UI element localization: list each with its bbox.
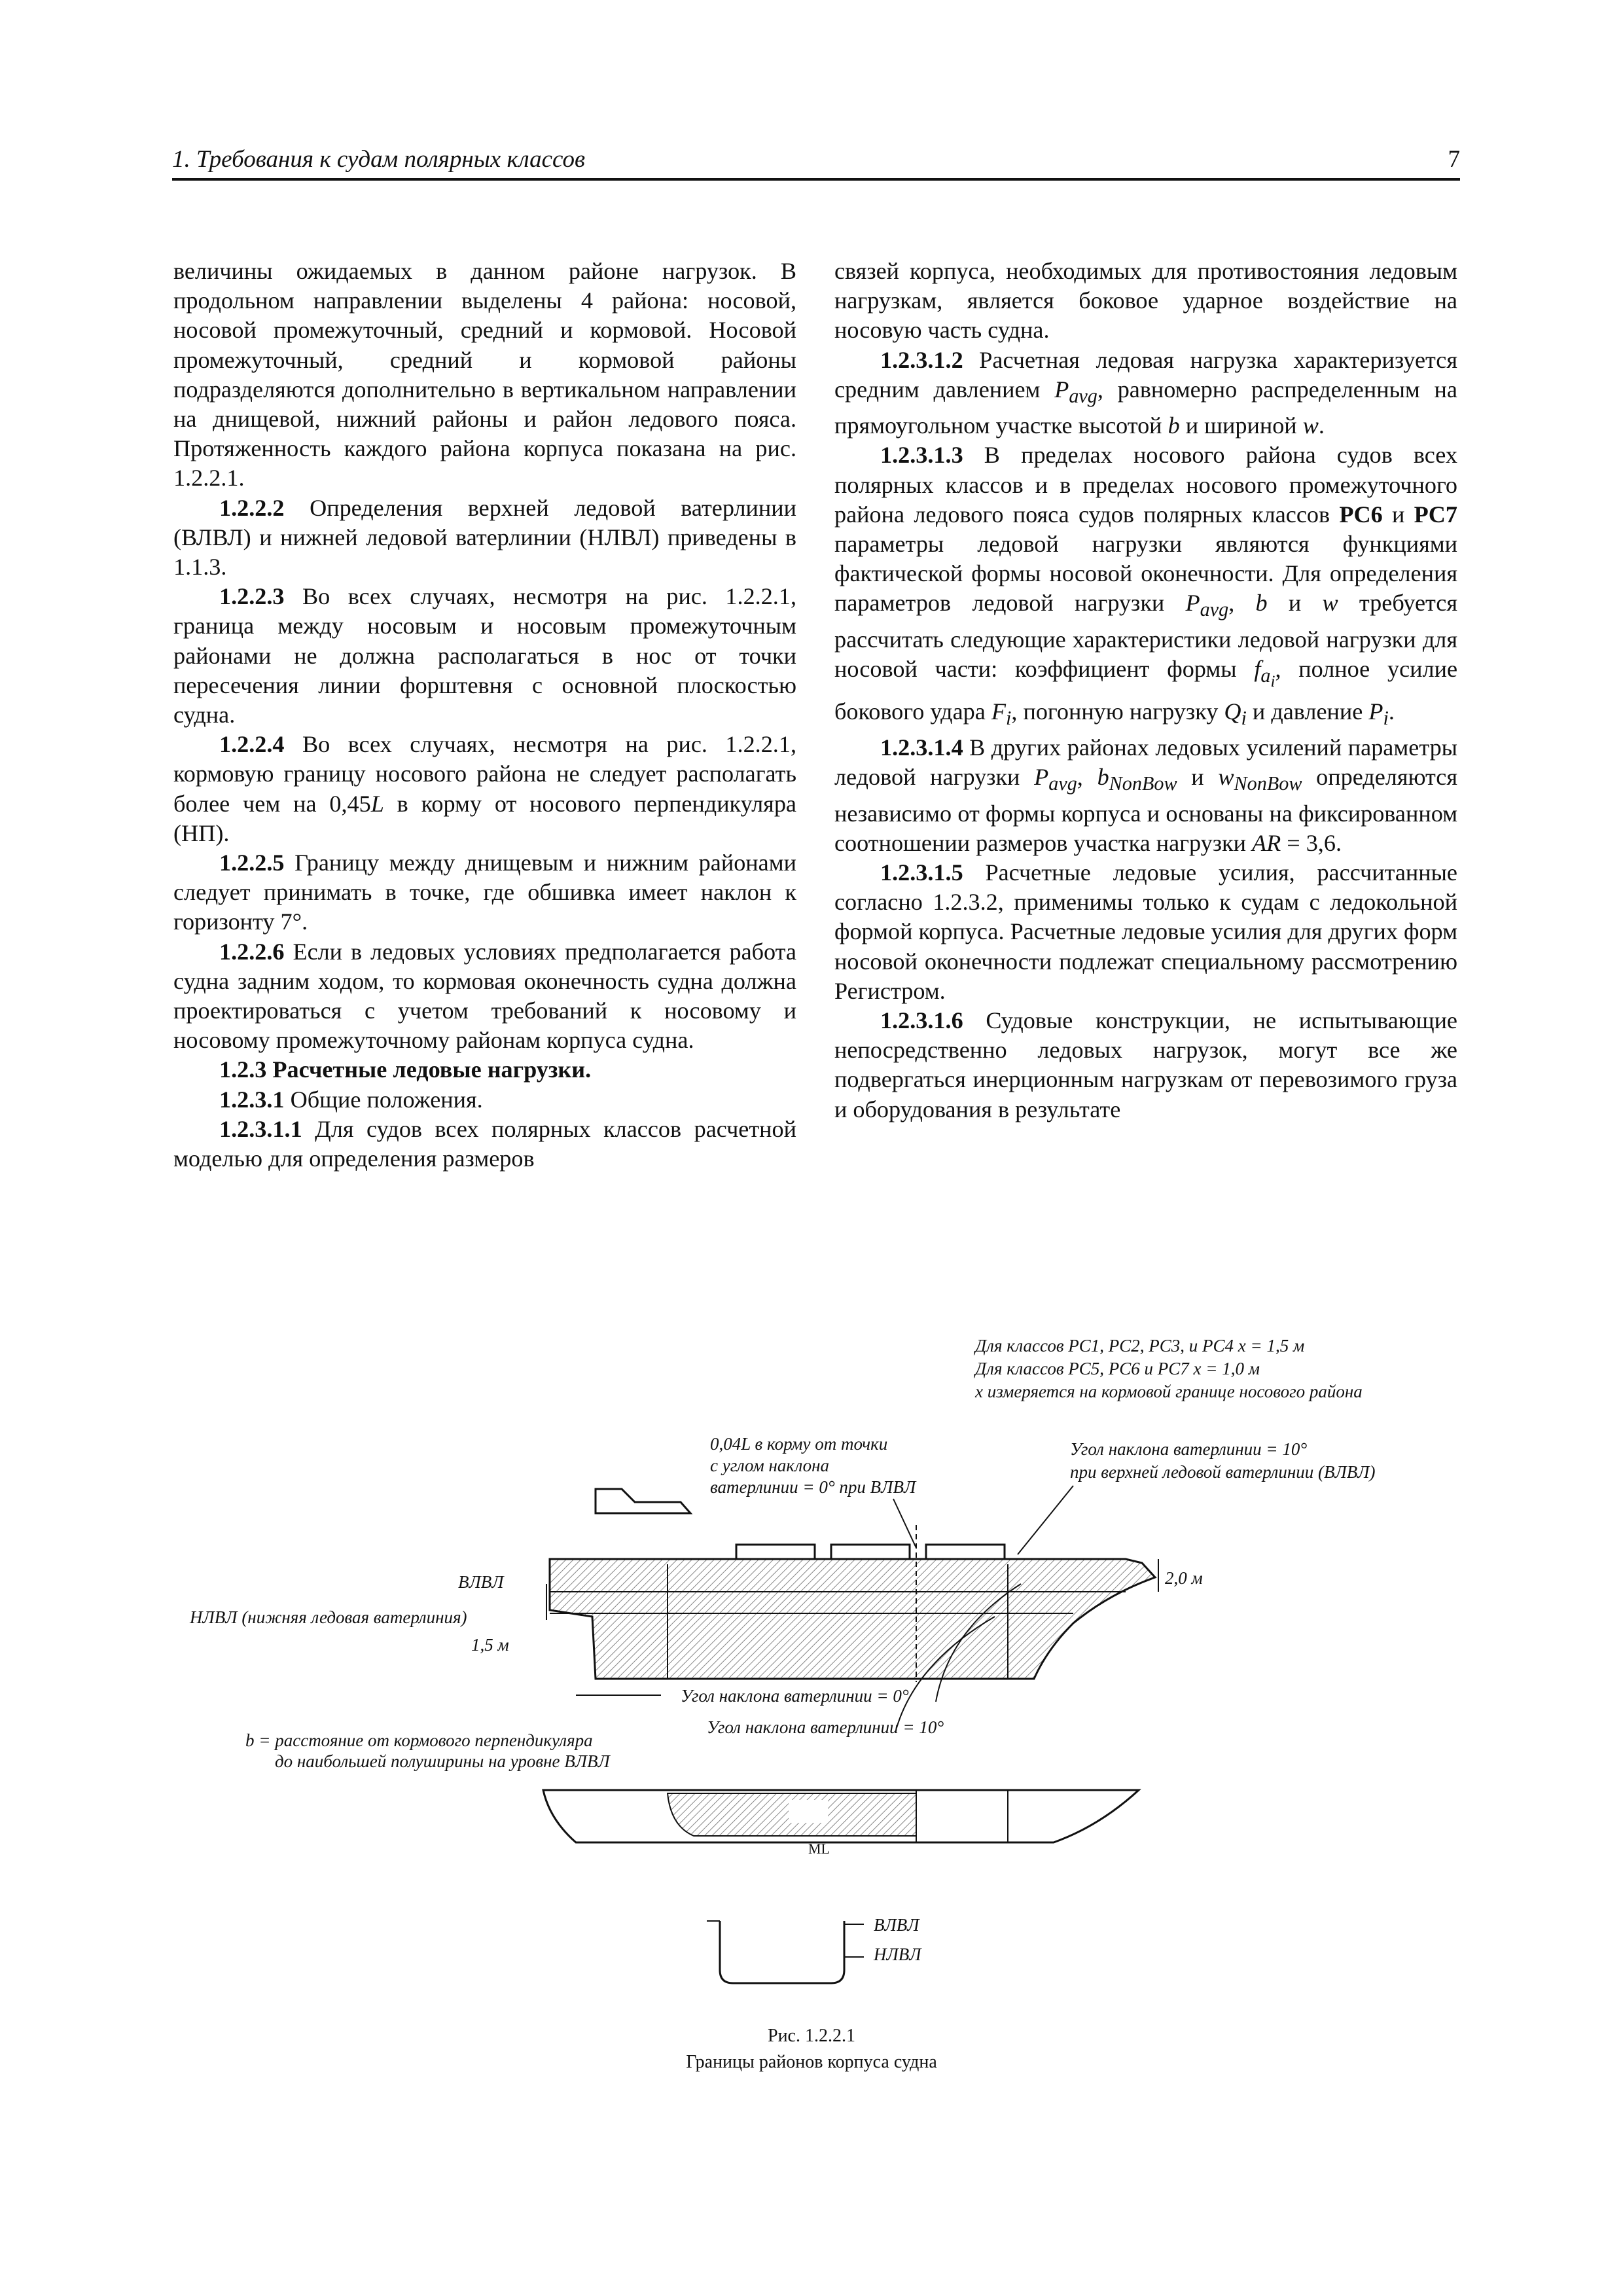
section-number: 1.2.3.1.4 [880, 734, 963, 761]
section-number: 1.2.2.4 [219, 731, 285, 758]
figure-caption-title: Границы районов корпуса судна [686, 2052, 937, 2072]
left-column [173, 257, 796, 1174]
note-004L-line2: с углом наклона [710, 1456, 830, 1475]
label-dim-2-0m: 2,0 м [1165, 1568, 1203, 1588]
label-nlvl: НЛВЛ (нижняя ледовая ватерлиния) [190, 1607, 467, 1627]
section-label-nlvl: НЛВЛ [874, 1945, 921, 1964]
section-number: 1.2.3.1 [219, 1086, 285, 1113]
ship-section-view [707, 1921, 864, 1983]
paragraph-1-2-2-6: 1.2.2.6 Если в ледовых условиях предполагается работа судна задним ходом, то кормовая оконечность судна должна проектироваться с учетом требований к носовому и носовому промежуточному районам корпуса судна. [173, 938, 796, 1054]
paragraph-1-2-3-1-1: 1.2.3.1.1 Для судов всех полярных классов расчетной моделью для определения размеров [173, 1115, 796, 1172]
section-number: 1.2.2.3 [219, 583, 285, 610]
paragraph-1-2-2-3: 1.2.2.3 Во всех случаях, несмотря на рис. 1.2.2.1, граница между носовым и носовым промежуточным районами не должна располагаться в нос от точки пересечения линии форштевня с основной плоскостью судна. [173, 583, 796, 728]
b-definition-line2: до наибольшей полуширины на уровне ВЛВЛ [275, 1751, 610, 1771]
running-header [172, 143, 1460, 182]
section-number: 1.2.3.1.5 [880, 859, 963, 886]
label-ml: ML [808, 1840, 830, 1857]
label-dim-1-5m: 1,5 м [471, 1635, 509, 1655]
note-004L-line1: 0,04L в корму от точки [710, 1434, 888, 1454]
header-rule [172, 178, 1460, 181]
class-note-3: x измеряется на кормовой границе носового района [975, 1382, 1363, 1401]
paragraph-1-2-3-1-2: 1.2.3.1.2 Расчетная ледовая нагрузка характеризуется средним давлением $P_{avg}$, равномерно распределенным на прямоугольном участке высотой b и шириной w. [834, 346, 1457, 439]
section-heading-1-2-3: 1.2.3 Расчетные ледовые нагрузки. [219, 1056, 592, 1083]
hull-areas-diagram [0, 1309, 1623, 2114]
section-number: 1.2.2.6 [219, 938, 285, 965]
section-number: 1.2.3.1.6 [880, 1007, 963, 1034]
section-number: 1.2.3.1.1 [219, 1115, 302, 1142]
paragraph-1-2-3-1-4: 1.2.3.1.4 В других районах ледовых усилений параметры ледовой нагрузки $P_{avg}$, $b_{NonBow}$ и $w_{NonBow}$ определяются независимо от формы корпуса и основаны на фиксированном соотношении размеров участка нагрузки AR = 3,6. [834, 734, 1458, 856]
label-angle-10: Угол наклона ватерлинии = 10° [707, 1717, 944, 1737]
paragraph-1-2-2-5: 1.2.2.5 Границу между днищевым и нижним районами следует принимать в точке, где обшивка имеет наклон к горизонту 7°. [173, 850, 796, 935]
class-note-2: Для классов PC5, PC6 и PC7 x = 1,0 м [975, 1359, 1260, 1378]
angle-10-note-line2: при верхней ледовой ватерлинии (ВЛВЛ) [1070, 1462, 1376, 1482]
paragraph-1-2-3-1-5: 1.2.3.1.5 Расчетные ледовые усилия, рассчитанные согласно 1.2.3.2, применимы только к судам с ледокольной формой корпуса. Расчетные ледовые усилия для других форм носовой оконечности подлежат специальному рассмотрению Регистром. [834, 859, 1457, 1004]
b-definition-line1: b = расстояние от кормового перпендикуляра [245, 1731, 593, 1750]
paragraph-1-2-2-4: 1.2.2.4 Во всех случаях, несмотря на рис. 1.2.2.1, кормовую границу носового района не следует располагать более чем на 0,45L в корму от носового перпендикуляра (НП). [173, 731, 796, 846]
label-angle-0: Угол наклона ватерлинии = 0° [681, 1686, 909, 1706]
right-column [834, 257, 1457, 1124]
header-title: 1. Требования к судам полярных классов [172, 146, 586, 173]
paragraph-1-2-3-1-3: 1.2.3.1.3 В пределах носового района судов всех полярных классов и в пределах носового промежуточного района ледового пояса судов полярных классов PC6 и PC7 параметры ледовой нагрузки являются функциями фактической формы носовой оконечности. Для определения параметров ледовой нагрузки $P_{avg}$, b и w требуется рассчитать следующие характеристики ледовой нагрузки для носовой части: коэффициент формы $f_{a_i}$, полное усилие бокового удара $F_i$, погонную нагрузку $Q_i$ и давление $P_i$. [834, 442, 1458, 729]
angle-10-note-line1: Угол наклона ватерлинии = 10° [1070, 1439, 1308, 1459]
section-number: 1.2.2.2 [219, 494, 285, 521]
paragraph: величины ожидаемых в данном районе нагрузок. В продольном направлении выделены 4 района: носовой, носовой промежуточный, средний и кормовой. Носовой промежуточный, средний и кормовой районы подразделяются дополнительно в вертикальном направлении на днищевой, нижний районы и район ледового пояса. Протяженность каждого района корпуса показана на рис. 1.2.2.1. [173, 258, 796, 492]
figure-caption-number: Рис. 1.2.2.1 [768, 2026, 855, 2046]
ship-plan-view [543, 1790, 1139, 1857]
paragraph-1-2-3-1-6: 1.2.3.1.6 Судовые конструкции, не испытывающие непосредственно ледовых нагрузок, могут все же подвергаться инерционным нагрузкам от перевозимого груза и оборудования в результате [834, 1007, 1457, 1122]
section-number: 1.2.3.1.2 [880, 346, 963, 373]
class-note-1: Для классов PC1, PC2, PC3, и PC4 x = 1,5 м [975, 1336, 1305, 1355]
paragraph-1-2-2-2: 1.2.2.2 Определения верхней ледовой ватерлинии (ВЛВЛ) и нижней ледовой ватерлинии (НЛВЛ) приведены в 1.1.3. [173, 494, 796, 581]
label-vlvl: ВЛВЛ [458, 1572, 504, 1592]
section-label-vlvl: ВЛВЛ [874, 1915, 919, 1935]
paragraph: связей корпуса, необходимых для противостояния ледовым нагрузкам, является боковое ударное воздействие на носовую часть судна. [834, 258, 1457, 344]
figure-hull-areas [0, 1309, 1623, 2114]
page-number: 7 [1448, 146, 1460, 173]
section-number: 1.2.3.1.3 [880, 442, 963, 469]
section-number: 1.2.2.5 [219, 850, 285, 876]
note-004L-line3: ватерлинии = 0° при ВЛВЛ [710, 1477, 916, 1497]
paragraph-1-2-3-1: 1.2.3.1 Общие положения. [219, 1086, 483, 1113]
